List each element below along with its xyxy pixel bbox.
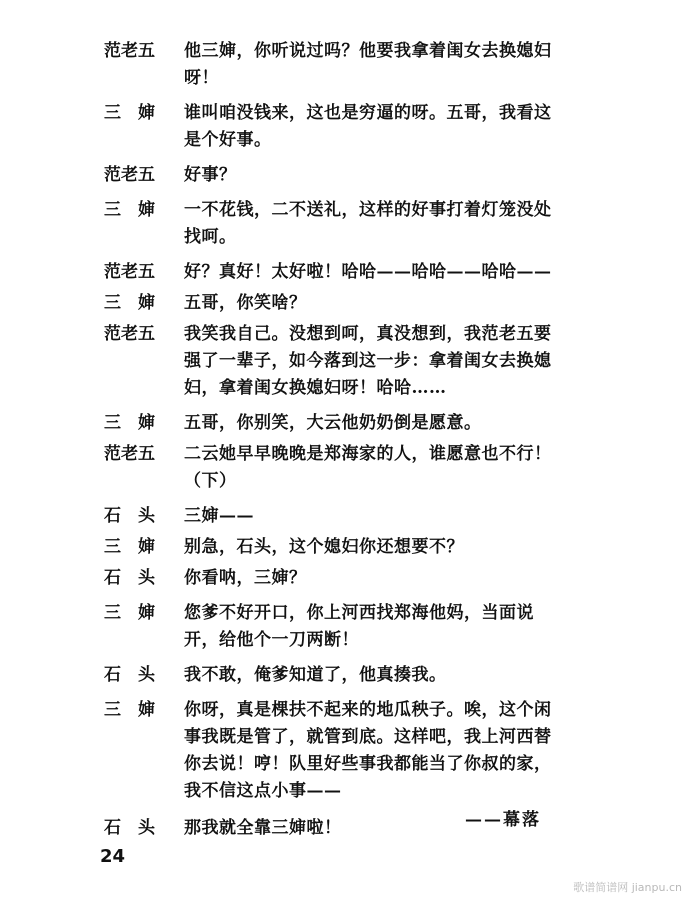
speaker-name: 三 婶 (104, 293, 155, 313)
curtain-direction: ——幕落 (465, 810, 541, 830)
dialogue-text: 五哥，你别笑，大云他奶奶倒是愿意。 (184, 413, 482, 433)
dialogue-line (104, 290, 614, 317)
dialogue-text: 好？真好！太好啦！哈哈——哈哈——哈哈—— (184, 262, 552, 282)
dialogue-text: 二云她早早晚晚是郑海家的人，谁愿意也不行！ (184, 444, 552, 464)
dialogue-line (104, 348, 614, 375)
speaker-name: 三 婶 (104, 413, 155, 433)
dialogue-line (104, 65, 614, 92)
dialogue-text: 我笑我自己。没想到呵，真没想到，我范老五要 (184, 324, 552, 344)
dialogue-text: 好事？ (184, 165, 237, 185)
speaker-name (104, 724, 184, 751)
speaker-name: 三 婶 (104, 103, 155, 123)
dialogue-text: 您爹不好开口，你上河西找郑海他妈，当面说 (184, 603, 534, 623)
dialogue-line (104, 441, 614, 468)
dialogue-line (104, 503, 614, 530)
dialogue-block (104, 38, 614, 842)
speaker-name: 三 婶 (104, 537, 155, 557)
dialogue-text: 找呵。 (184, 227, 237, 247)
dialogue-line (104, 751, 614, 778)
dialogue-line (104, 410, 614, 437)
dialogue-text: 事我既是管了，就管到底。这样吧，我上河西替 (184, 727, 552, 747)
dialogue-line (104, 259, 614, 286)
dialogue-text: 你看呐，三婶？ (184, 568, 307, 588)
dialogue-text: 是个好事。 (184, 130, 272, 150)
dialogue-text: 他三婶，你听说过吗？他要我拿着闺女去换媳妇 (184, 41, 552, 61)
dialogue-line (104, 197, 614, 224)
speaker-name: 范老五 (104, 262, 155, 282)
dialogue-line (104, 127, 614, 154)
speaker-name: 范老五 (104, 324, 155, 344)
dialogue-text: 那我就全靠三婶啦！ (184, 818, 342, 838)
speaker-name: 范老五 (104, 165, 155, 185)
dialogue-text: 我不信这点小事—— (184, 781, 342, 801)
dialogue-text: 强了一辈子，如今落到这一步：拿着闺女去换媳 (184, 351, 552, 371)
dialogue-text: 我不敢，俺爹知道了，他真揍我。 (184, 665, 447, 685)
dialogue-text: 一不花钱，二不送礼，这样的好事打着灯笼没处 (184, 200, 552, 220)
speaker-name: 三 婶 (104, 603, 155, 623)
page-number: 24 (100, 846, 126, 867)
dialogue-line (104, 375, 614, 402)
dialogue-line (104, 534, 614, 561)
speaker-name: 石 头 (104, 568, 155, 588)
speaker-name: 三 婶 (104, 200, 155, 220)
dialogue-text: 你去说！哼！队里好些事我都能当了你叔的家， (184, 754, 552, 774)
dialogue-text: 开，给他个一刀两断！ (184, 630, 359, 650)
speaker-name (104, 627, 184, 654)
speaker-name (104, 375, 184, 402)
dialogue-line (104, 724, 614, 751)
speaker-name: 范老五 (104, 41, 155, 61)
dialogue-text: 五哥，你笑啥？ (184, 293, 307, 313)
dialogue-text: 你呀，真是棵扶不起来的地瓜秧子。唉，这个闲 (184, 700, 552, 720)
speaker-name: 石 头 (104, 506, 155, 526)
dialogue-line (104, 321, 614, 348)
dialogue-line (104, 38, 614, 65)
watermark: 歌谱简谱网 jianpu.cn (573, 881, 682, 894)
dialogue-line (104, 100, 614, 127)
speaker-name (104, 224, 184, 251)
speaker-name: 范老五 (104, 444, 155, 464)
dialogue-text: 妇，拿着闺女换媳妇呀！哈哈…… (184, 378, 447, 398)
speaker-name (104, 778, 184, 805)
speaker-name: 石 头 (104, 818, 155, 838)
dialogue-line (104, 662, 614, 689)
dialogue-line (104, 565, 614, 592)
dialogue-text: （下） (184, 471, 237, 491)
dialogue-text: 呀！ (184, 68, 219, 88)
speaker-name (104, 751, 184, 778)
dialogue-line (104, 627, 614, 654)
dialogue-text: 谁叫咱没钱来，这也是穷逼的呀。五哥，我看这 (184, 103, 552, 123)
dialogue-line (104, 778, 614, 805)
dialogue-line (104, 600, 614, 627)
dialogue-line (104, 697, 614, 724)
speaker-name (104, 65, 184, 92)
dialogue-text: 三婶—— (184, 506, 254, 526)
dialogue-line (104, 162, 614, 189)
dialogue-line (104, 468, 614, 495)
speaker-name (104, 348, 184, 375)
dialogue-line (104, 224, 614, 251)
speaker-name (104, 127, 184, 154)
speaker-name (104, 468, 184, 495)
dialogue-text: 别急，石头，这个媳妇你还想要不？ (184, 537, 464, 557)
speaker-name: 三 婶 (104, 700, 155, 720)
speaker-name: 石 头 (104, 665, 155, 685)
